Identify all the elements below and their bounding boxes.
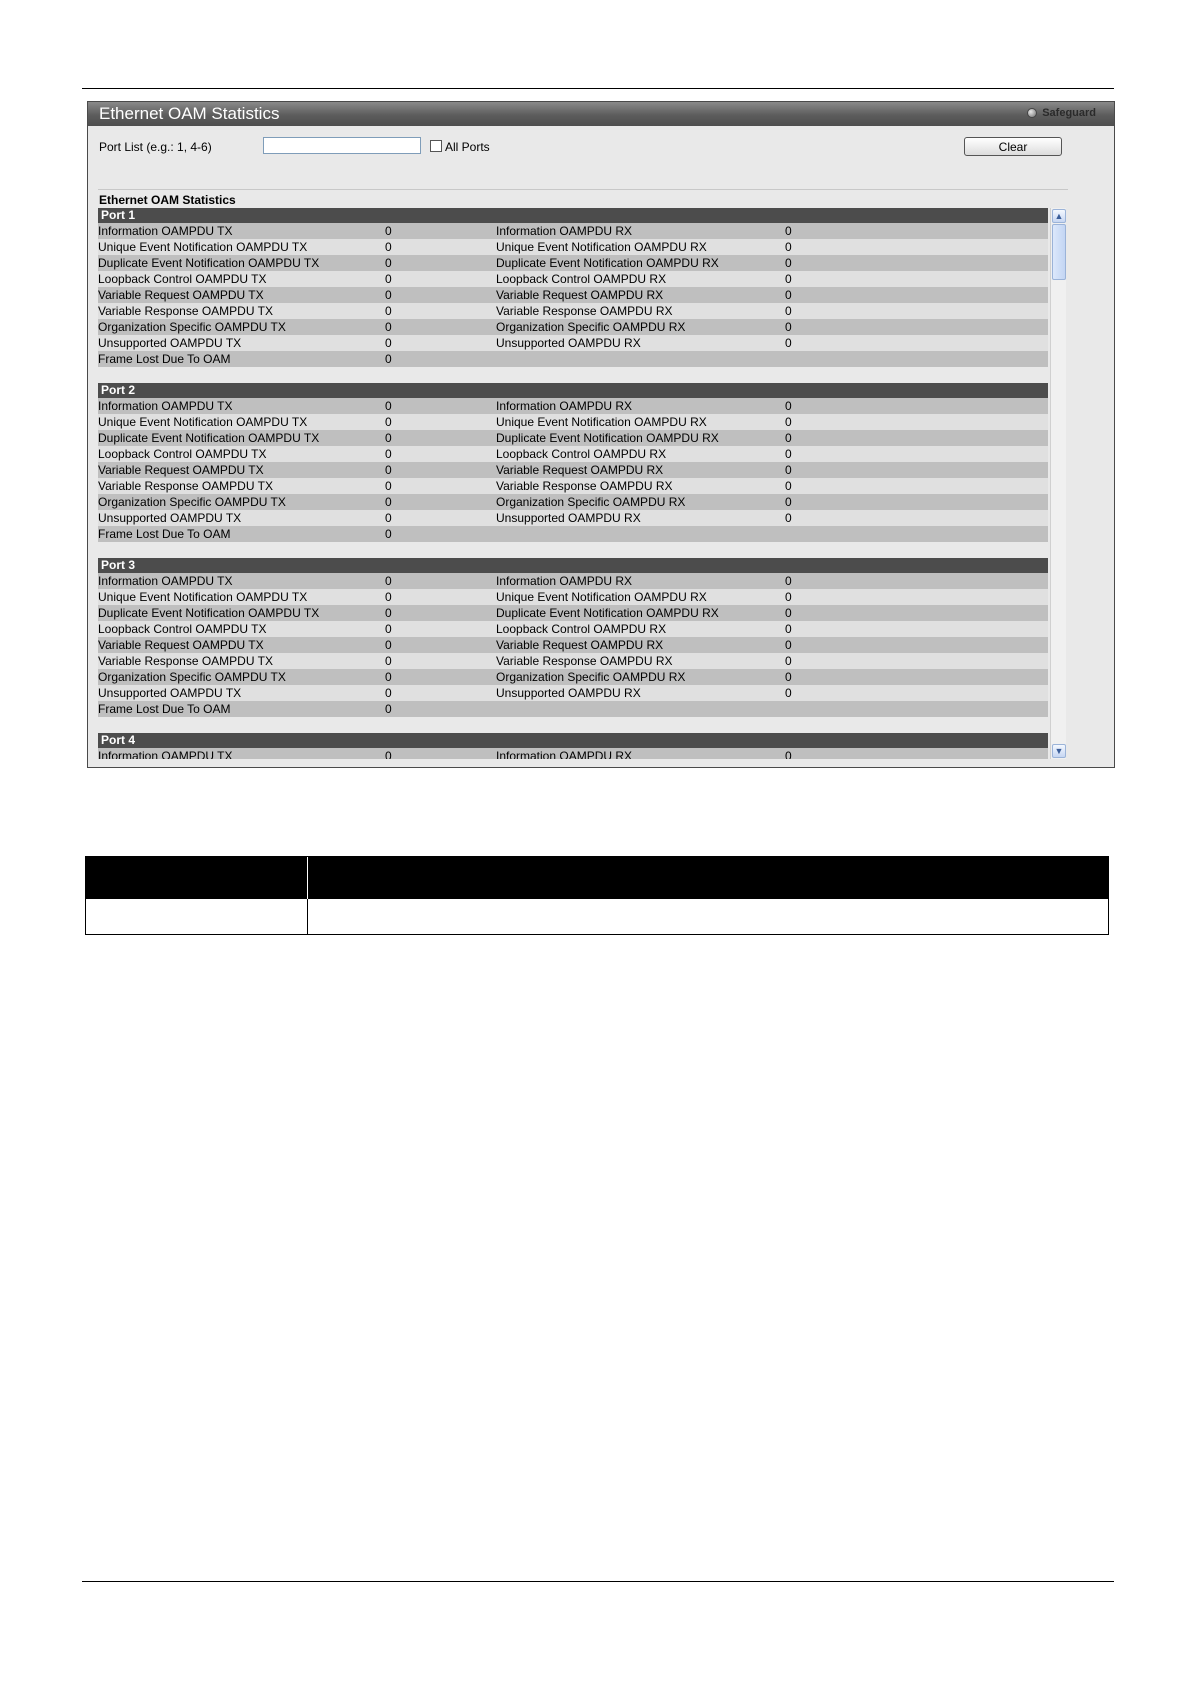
stat-rx-label: Unique Event Notification OAMPDU RX	[496, 240, 707, 254]
stat-tx-label: Unique Event Notification OAMPDU TX	[98, 240, 308, 254]
stat-tx-label: Variable Response OAMPDU TX	[98, 479, 273, 493]
safeguard-label: Safeguard	[1042, 107, 1096, 119]
stat-row	[98, 398, 1048, 414]
stat-rx-value: 0	[785, 415, 792, 429]
stat-rx-label: Variable Request OAMPDU RX	[496, 288, 664, 302]
stat-rx-label: Loopback Control OAMPDU RX	[496, 272, 667, 286]
stat-tx-value: 0	[385, 511, 392, 525]
stat-rx-value: 0	[785, 320, 792, 334]
stat-tx-label: Frame Lost Due To OAM	[98, 352, 231, 366]
stat-tx-label: Duplicate Event Notification OAMPDU TX	[98, 431, 320, 445]
stat-tx-label: Variable Response OAMPDU TX	[98, 304, 273, 318]
stat-rx-label: Unsupported OAMPDU RX	[496, 336, 641, 350]
stat-tx-label: Frame Lost Due To OAM	[98, 702, 231, 716]
stat-rx-value: 0	[785, 304, 792, 318]
stat-rx-value: 0	[785, 336, 792, 350]
port-header: Port 1	[98, 208, 1048, 223]
stat-rx-value: 0	[785, 288, 792, 302]
stat-rx-value: 0	[785, 463, 792, 477]
stat-rx-value: 0	[785, 479, 792, 493]
stat-tx-value: 0	[385, 622, 392, 636]
stat-row	[98, 239, 1048, 255]
stat-tx-value: 0	[385, 495, 392, 509]
stat-row	[98, 446, 1048, 462]
stat-tx-value: 0	[385, 224, 392, 238]
stat-rx-value: 0	[785, 511, 792, 525]
window-title: Ethernet OAM Statistics	[99, 104, 280, 123]
stat-tx-value: 0	[385, 638, 392, 652]
stat-tx-label: Information OAMPDU TX	[98, 749, 233, 759]
stat-rx-value: 0	[785, 749, 792, 759]
stat-rx-label: Variable Request OAMPDU RX	[496, 638, 664, 652]
description-table-body-divider	[307, 899, 308, 934]
stat-row	[98, 271, 1048, 287]
stat-tx-value: 0	[385, 272, 392, 286]
stat-tx-value: 0	[385, 702, 392, 716]
port-list-input[interactable]	[263, 137, 421, 154]
stat-rx-label: Variable Response OAMPDU RX	[496, 654, 673, 668]
stat-rx-value: 0	[785, 447, 792, 461]
stat-row	[98, 653, 1048, 669]
stat-rx-value: 0	[785, 590, 792, 604]
stat-tx-label: Variable Request OAMPDU TX	[98, 638, 264, 652]
stat-tx-value: 0	[385, 654, 392, 668]
stat-tx-label: Unsupported OAMPDU TX	[98, 686, 242, 700]
stat-row	[98, 605, 1048, 621]
stat-rx-value: 0	[785, 272, 792, 286]
stat-tx-value: 0	[385, 479, 392, 493]
stat-tx-label: Frame Lost Due To OAM	[98, 527, 231, 541]
stat-rx-value: 0	[785, 686, 792, 700]
stat-row	[98, 510, 1048, 526]
stat-tx-value: 0	[385, 574, 392, 588]
description-table-column-divider	[307, 857, 308, 899]
page-bottom-rule	[82, 1581, 1114, 1582]
stat-tx-label: Unsupported OAMPDU TX	[98, 511, 242, 525]
safeguard-indicator-icon	[1027, 108, 1037, 118]
stat-rx-value: 0	[785, 654, 792, 668]
port-filter-form	[88, 126, 1114, 166]
scrollbar-thumb[interactable]	[1052, 224, 1066, 280]
stat-row	[98, 430, 1048, 446]
stat-tx-label: Variable Request OAMPDU TX	[98, 463, 264, 477]
port-header: Port 4	[98, 733, 1048, 748]
stat-rx-value: 0	[785, 495, 792, 509]
stat-tx-value: 0	[385, 320, 392, 334]
chevron-up-icon[interactable]: ▲	[1052, 209, 1066, 223]
chevron-down-icon[interactable]: ▼	[1052, 744, 1066, 758]
stat-tx-label: Information OAMPDU TX	[98, 574, 233, 588]
stat-rx-value: 0	[785, 240, 792, 254]
stat-rx-value: 0	[785, 431, 792, 445]
clear-button[interactable]: Clear	[964, 137, 1062, 156]
window-titlebar	[88, 102, 1114, 126]
vertical-scrollbar[interactable]	[1050, 208, 1066, 759]
safeguard-indicator	[1027, 107, 1096, 119]
stat-rx-value: 0	[785, 606, 792, 620]
stat-tx-value: 0	[385, 352, 392, 366]
ports-stats-list	[98, 208, 1048, 759]
stat-tx-value: 0	[385, 415, 392, 429]
stat-rx-label: Duplicate Event Notification OAMPDU RX	[496, 606, 719, 620]
stat-tx-label: Variable Request OAMPDU TX	[98, 288, 264, 302]
stat-row	[98, 414, 1048, 430]
stat-rx-value: 0	[785, 670, 792, 684]
port-list-label: Port List (e.g.: 1, 4-6)	[99, 140, 212, 154]
stat-row	[98, 589, 1048, 605]
port-header: Port 3	[98, 558, 1048, 573]
stat-tx-label: Duplicate Event Notification OAMPDU TX	[98, 256, 320, 270]
stat-row	[98, 526, 1048, 542]
stat-rx-value: 0	[785, 256, 792, 270]
stat-rx-label: Information OAMPDU RX	[496, 574, 633, 588]
stat-tx-value: 0	[385, 431, 392, 445]
stat-row	[98, 494, 1048, 510]
stat-tx-value: 0	[385, 399, 392, 413]
stat-rx-label: Unique Event Notification OAMPDU RX	[496, 590, 707, 604]
port-block	[98, 733, 1048, 759]
stat-rx-value: 0	[785, 638, 792, 652]
stat-row	[98, 462, 1048, 478]
stat-rx-label: Loopback Control OAMPDU RX	[496, 622, 667, 636]
stat-tx-value: 0	[385, 590, 392, 604]
stat-row	[98, 685, 1048, 701]
form-separator	[98, 189, 1068, 190]
stat-rx-value: 0	[785, 399, 792, 413]
stat-tx-value: 0	[385, 749, 392, 759]
port-header: Port 2	[98, 383, 1048, 398]
stat-row	[98, 701, 1048, 717]
stat-tx-value: 0	[385, 606, 392, 620]
stat-rx-label: Loopback Control OAMPDU RX	[496, 447, 667, 461]
stat-rx-label: Information OAMPDU RX	[496, 399, 633, 413]
stat-tx-label: Information OAMPDU TX	[98, 399, 233, 413]
description-table	[85, 856, 1109, 935]
stat-rx-label: Duplicate Event Notification OAMPDU RX	[496, 256, 719, 270]
stat-tx-value: 0	[385, 463, 392, 477]
stat-tx-value: 0	[385, 670, 392, 684]
stat-row	[98, 223, 1048, 239]
stat-rx-label: Variable Request OAMPDU RX	[496, 463, 664, 477]
stat-tx-label: Variable Response OAMPDU TX	[98, 654, 273, 668]
stat-rx-label: Duplicate Event Notification OAMPDU RX	[496, 431, 719, 445]
stat-row	[98, 748, 1048, 759]
stat-tx-value: 0	[385, 527, 392, 541]
stat-tx-label: Organization Specific OAMPDU TX	[98, 670, 286, 684]
all-ports-label[interactable]: All Ports	[445, 140, 490, 154]
oam-statistics-window	[87, 101, 1115, 768]
page-top-rule	[82, 88, 1114, 89]
stat-row	[98, 351, 1048, 367]
stat-rx-label: Unsupported OAMPDU RX	[496, 686, 641, 700]
stat-row	[98, 669, 1048, 685]
stat-tx-label: Duplicate Event Notification OAMPDU TX	[98, 606, 320, 620]
stat-tx-label: Loopback Control OAMPDU TX	[98, 272, 267, 286]
stat-row	[98, 303, 1048, 319]
stat-rx-label: Information OAMPDU RX	[496, 224, 633, 238]
stat-tx-label: Organization Specific OAMPDU TX	[98, 495, 286, 509]
port-block	[98, 558, 1048, 717]
stat-rx-label: Information OAMPDU RX	[496, 749, 633, 759]
stat-row	[98, 255, 1048, 271]
stat-tx-label: Unique Event Notification OAMPDU TX	[98, 590, 308, 604]
stat-row	[98, 319, 1048, 335]
stat-row	[98, 621, 1048, 637]
stat-tx-value: 0	[385, 447, 392, 461]
stat-tx-value: 0	[385, 288, 392, 302]
port-block	[98, 383, 1048, 542]
stat-tx-label: Loopback Control OAMPDU TX	[98, 622, 267, 636]
stat-tx-value: 0	[385, 336, 392, 350]
stat-rx-label: Variable Response OAMPDU RX	[496, 304, 673, 318]
all-ports-checkbox[interactable]	[430, 140, 442, 152]
stat-tx-value: 0	[385, 256, 392, 270]
stat-rx-value: 0	[785, 224, 792, 238]
stat-row	[98, 287, 1048, 303]
description-table-header	[86, 857, 1108, 899]
stat-rx-label: Organization Specific OAMPDU RX	[496, 495, 686, 509]
stat-tx-label: Unique Event Notification OAMPDU TX	[98, 415, 308, 429]
stat-tx-value: 0	[385, 304, 392, 318]
stat-row	[98, 573, 1048, 589]
stat-tx-label: Unsupported OAMPDU TX	[98, 336, 242, 350]
stat-tx-label: Organization Specific OAMPDU TX	[98, 320, 286, 334]
stat-row	[98, 637, 1048, 653]
stat-rx-label: Organization Specific OAMPDU RX	[496, 320, 686, 334]
stat-rx-label: Unique Event Notification OAMPDU RX	[496, 415, 707, 429]
stat-row	[98, 335, 1048, 351]
port-block	[98, 208, 1048, 367]
stat-tx-value: 0	[385, 240, 392, 254]
stat-rx-label: Unsupported OAMPDU RX	[496, 511, 641, 525]
stat-tx-label: Information OAMPDU TX	[98, 224, 233, 238]
stat-rx-value: 0	[785, 574, 792, 588]
stat-tx-label: Loopback Control OAMPDU TX	[98, 447, 267, 461]
stat-rx-label: Organization Specific OAMPDU RX	[496, 670, 686, 684]
stat-rx-value: 0	[785, 622, 792, 636]
stat-row	[98, 478, 1048, 494]
stat-rx-label: Variable Response OAMPDU RX	[496, 479, 673, 493]
stat-tx-value: 0	[385, 686, 392, 700]
section-title: Ethernet OAM Statistics	[99, 193, 236, 207]
